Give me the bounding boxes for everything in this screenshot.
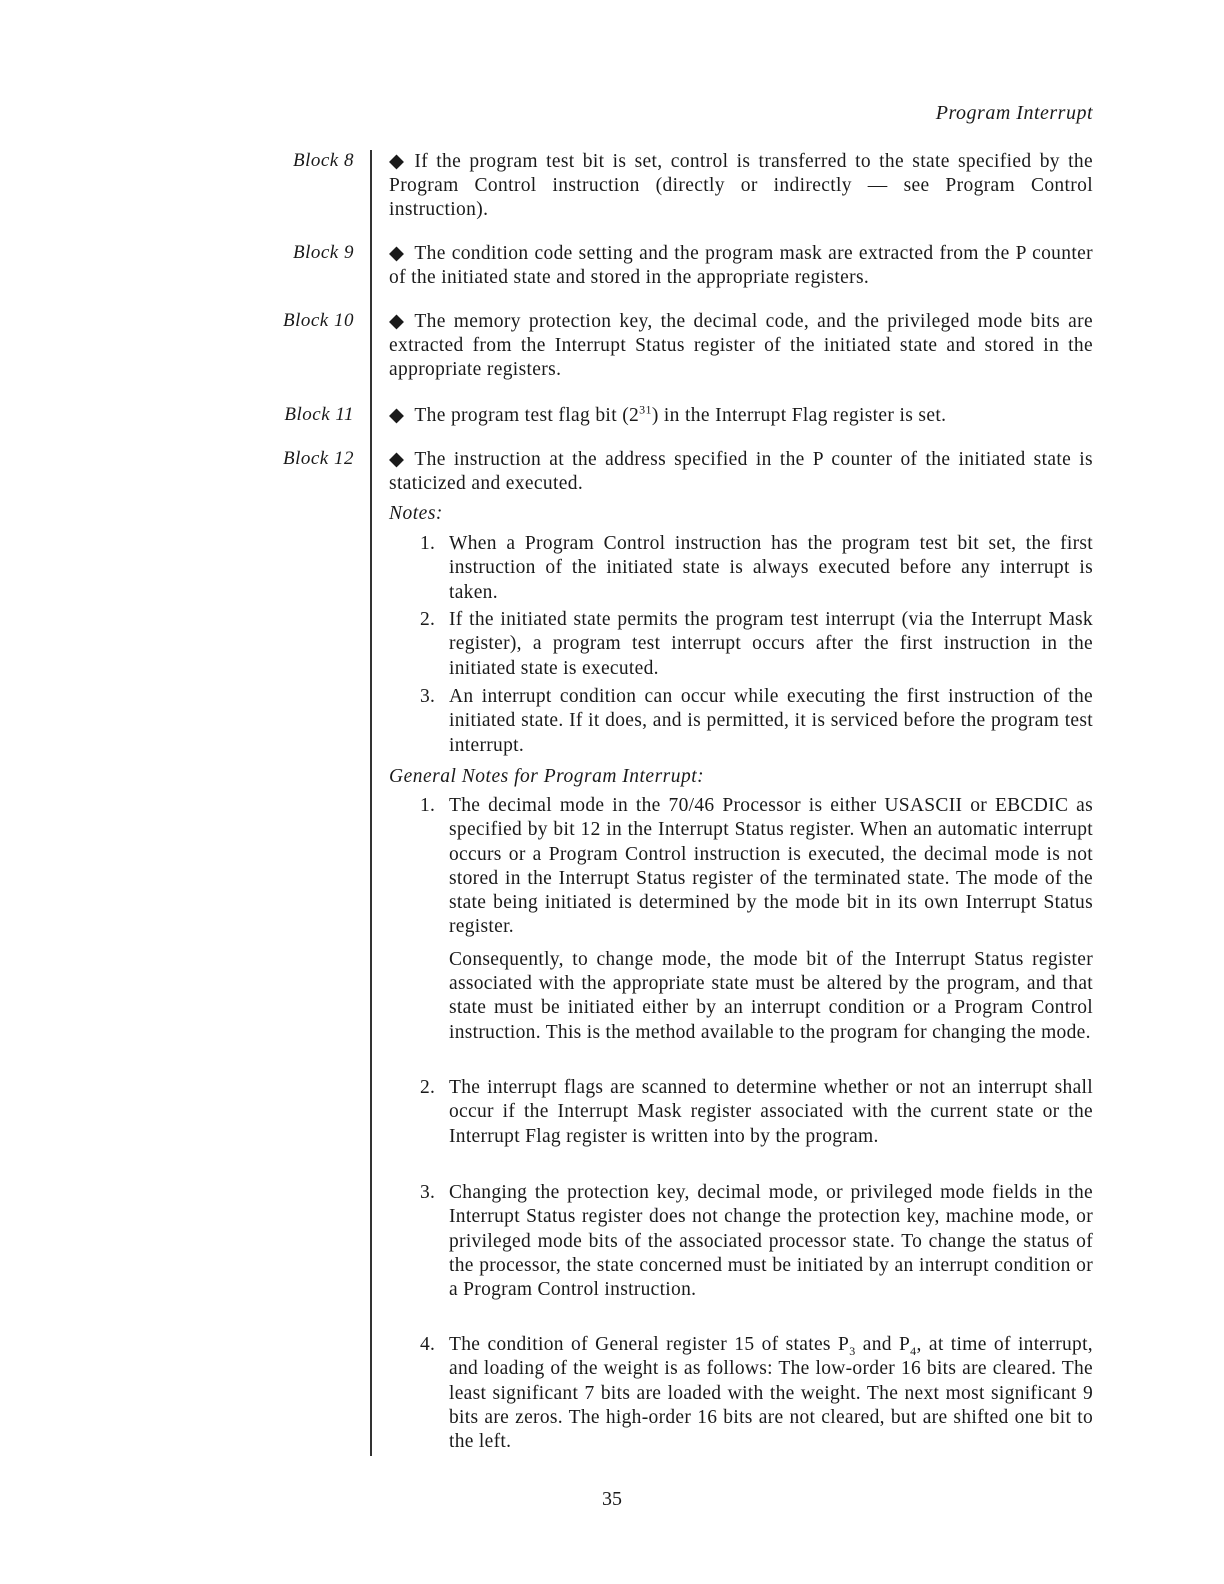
page-number: 35 (602, 1488, 622, 1510)
note-text: Changing the protection key, decimal mode, or privileged mode fields in the Interrupt Status register does not change the protection key, machine mode, or privileged mode bits of the associated processor state. To change the status of the processor, the state concerned must be initiated by an interrupt condition or a Program Control instruction. (449, 1182, 1093, 1301)
note-text: The condition of General register 15 of states $P_3$ and $P_4$, at time of interrupt, and loading of the weight is as follows: The low-order 16 bits are cleared. The least significant 7 bits are loaded with the weight. The next most significant 9 bits are zeros. The high-order 16 bits are not cleared, but are shifted one bit to the left. (449, 1334, 1093, 1453)
general-note-item (420, 1333, 1093, 1454)
block-label: Block 10 (282, 310, 354, 331)
margin-rule (370, 150, 372, 1456)
block-paragraph: ◆ The memory protection key, the decimal code, and the privileged mode bits are extracted from the Interrupt Status register of the initiated state and stored in the appropriate registers. (389, 311, 1093, 380)
note-text: If the initiated state permits the program test interrupt (via the Interrupt Mask register), a program test interrupt occurs after the first instruction in the initiated state is executed. (449, 609, 1093, 679)
note-item (420, 608, 1093, 681)
note-number: 3. (420, 1182, 436, 1203)
notes-heading: Notes: (389, 503, 443, 524)
diamond-bullet-icon: ◆ (389, 243, 405, 264)
note-number: 1. (420, 533, 436, 554)
general-note-item (420, 1181, 1093, 1302)
block-paragraph: ◆ The condition code setting and the program mask are extracted from the P counter of the initiated state and stored in the appropriate registers. (389, 243, 1093, 288)
diamond-bullet-icon: ◆ (389, 405, 405, 426)
block-label: Block 9 (292, 242, 354, 263)
block-label: Block 8 (292, 150, 354, 171)
general-note-item (420, 1076, 1093, 1149)
note-text: When a Program Control instruction has the program test bit set, the first instruction of the initiated state is always executed before any interrupt is taken. (449, 533, 1093, 603)
note-number: 2. (420, 1077, 436, 1098)
note-text: The interrupt flags are scanned to determine whether or not an interrupt shall occur if the Interrupt Mask register associated with the current state or the Interrupt Flag register is written into by the program. (449, 1077, 1093, 1147)
running-header: Program Interrupt (935, 102, 1093, 124)
note-number: 1. (420, 795, 436, 816)
note-text: The decimal mode in the 70/46 Processor is either USASCII or EBCDIC as specified by bit 12 in the Interrupt Status register. When an automatic interrupt occurs or a Program Control instruction is executed, the decimal mode is not stored in the Interrupt Status register of the terminated state. The mode of the state being initiated is determined by the mode bit in its own Interrupt Status register. (449, 795, 1093, 938)
note-number: 3. (420, 686, 436, 707)
block-paragraph: ◆ The instruction at the address specified in the P counter of the initiated state is staticized and executed. (389, 449, 1093, 494)
note-continuation: Consequently, to change mode, the mode bit of the Interrupt Status register associated with the appropriate state must be altered by the program, and that state must be initiated either by an interrupt condition or a Program Control instruction. This is the method available to the program for changing the mode. (449, 948, 1093, 1043)
note-item (420, 685, 1093, 758)
diamond-bullet-icon: ◆ (389, 449, 405, 470)
block-paragraph: ◆ If the program test bit is set, control is transferred to the state specified by the Program Control instruction (directly or indirectly — see Program Control instruction). (389, 151, 1093, 220)
general-note-item (420, 794, 1093, 1045)
note-number: 2. (420, 609, 436, 630)
note-item (420, 532, 1093, 605)
general-notes-heading: General Notes for Program Interrupt: (389, 766, 705, 787)
block-paragraph: ◆ The program test flag bit $(2^{31})$ in the Interrupt Flag register is set. (389, 402, 947, 426)
diamond-bullet-icon: ◆ (389, 311, 405, 332)
diamond-bullet-icon: ◆ (389, 151, 405, 172)
block-label: Block 11 (284, 404, 354, 425)
block-label: Block 12 (282, 448, 354, 469)
note-number: 4. (420, 1334, 436, 1355)
note-text: An interrupt condition can occur while executing the first instruction of the initiated state. If it does, and is permitted, it is serviced before the program test interrupt. (449, 686, 1093, 756)
